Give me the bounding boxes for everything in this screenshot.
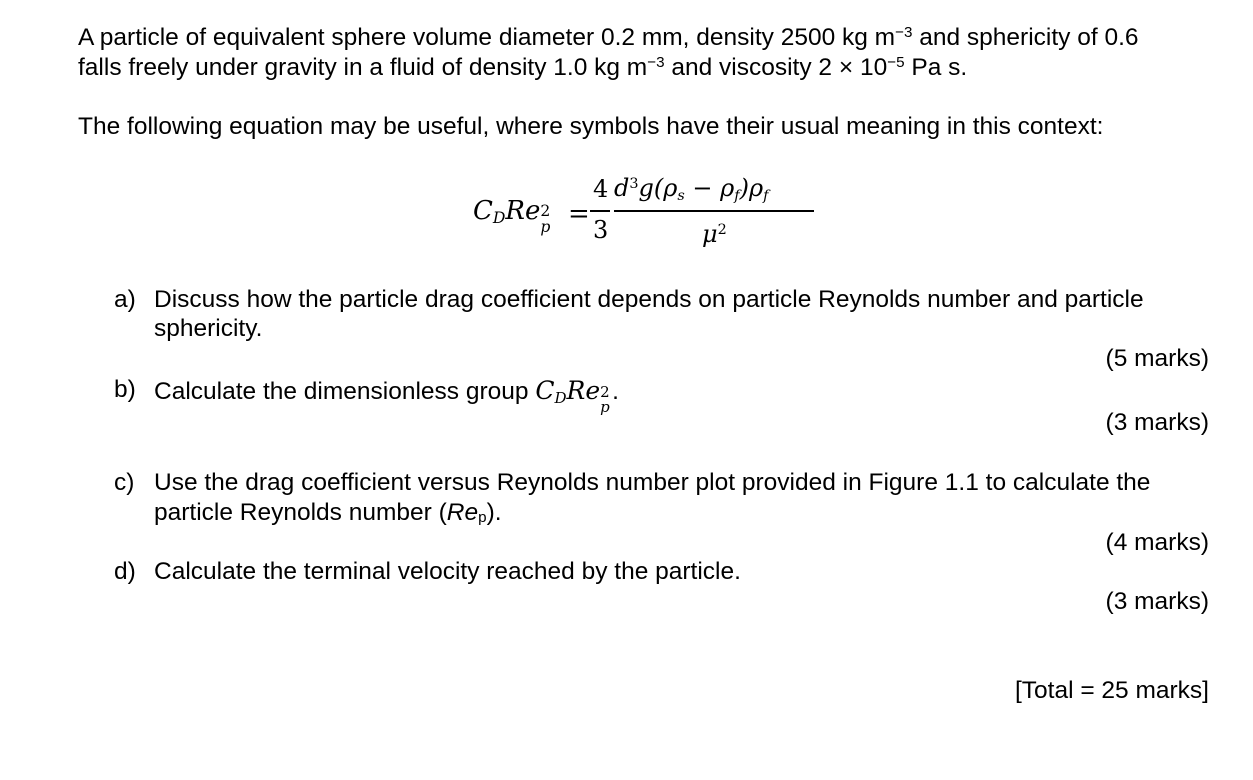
- subscript-s: s: [677, 188, 685, 205]
- symbol-d: d: [614, 174, 630, 202]
- question-b-label: b): [114, 376, 136, 403]
- question-d-label: d): [114, 558, 136, 585]
- subscript-p: p: [600, 398, 610, 416]
- intro-text: A particle of equivalent sphere volume diameter 0.2 mm, density 2500 kg m: [78, 24, 896, 51]
- symbol-mu: μ: [702, 220, 718, 248]
- main-numerator: [614, 174, 769, 205]
- subscript-f: f: [734, 188, 740, 205]
- coef-denominator: 3: [593, 216, 609, 244]
- question-a-label: a): [114, 286, 136, 313]
- superscript-3: 3: [629, 176, 639, 193]
- equation: [0, 0, 1253, 260]
- question-a-marks: (5 marks): [1105, 345, 1209, 372]
- question-c-text: particle Reynolds number (: [154, 499, 447, 526]
- subscript-f: f: [763, 188, 769, 205]
- equation-lhs: [473, 196, 554, 236]
- symbol-re: Re: [566, 376, 601, 405]
- question-a-line-1: Discuss how the particle drag coefficient depends on particle Reynolds number and particle: [154, 286, 1144, 313]
- main-denominator: [702, 222, 727, 246]
- coef-numerator: 4: [593, 175, 609, 203]
- subscript-p: p: [540, 218, 551, 236]
- main-fraction-bar: [614, 210, 814, 212]
- inline-cd-rep2: [535, 376, 612, 416]
- superscript-2: 2: [540, 202, 551, 220]
- question-b-body: Calculate the dimensionless group: [154, 378, 536, 405]
- intro-text: falls freely under gravity in a fluid of density 1.0 kg m: [78, 54, 648, 81]
- total-marks: [Total = 25 marks]: [1014, 677, 1209, 704]
- symbol-re: Re: [446, 499, 479, 526]
- question-b-text: [154, 376, 619, 416]
- equation-intro: The following equation may be useful, where symbols have their usual meaning in this context:: [78, 113, 1104, 140]
- superscript-2: 2: [717, 222, 727, 239]
- question-d-marks: (3 marks): [1105, 588, 1209, 615]
- exponent: −3: [895, 24, 913, 42]
- superscript-2: 2: [600, 383, 610, 401]
- numerator-text: )ρ: [739, 174, 764, 202]
- question-c-marks: (4 marks): [1105, 529, 1209, 556]
- numerator-text: g(ρ: [638, 174, 678, 202]
- question-b-marks: (3 marks): [1105, 409, 1209, 436]
- subscript-d: D: [492, 209, 506, 228]
- question-d-text: Calculate the terminal velocity reached by the particle.: [154, 558, 741, 585]
- exponent: −3: [647, 54, 665, 72]
- question-c-line-2: [154, 501, 502, 526]
- intro-text: and viscosity 2 × 10: [664, 54, 888, 81]
- intro-text: and sphericity of 0.6: [912, 24, 1139, 51]
- symbol-c: C: [535, 376, 555, 405]
- intro-text: Pa s.: [904, 54, 968, 81]
- question-c-text: ).: [486, 499, 502, 526]
- period: .: [612, 378, 619, 405]
- exponent: −5: [887, 54, 905, 72]
- question-c-label: c): [114, 469, 135, 496]
- question-a-line-2: sphericity.: [154, 315, 263, 342]
- subscript-d: D: [554, 389, 567, 408]
- coef-fraction-bar: [590, 210, 610, 212]
- question-c-line-1: Use the drag coefficient versus Reynolds number plot provided in Figure 1.1 to calculate the: [154, 469, 1151, 496]
- symbol-c: C: [473, 196, 493, 226]
- subscript-p: p: [478, 509, 487, 527]
- equals-sign: =: [568, 199, 590, 229]
- numerator-text: − ρ: [684, 174, 735, 202]
- symbol-re: Re: [505, 196, 541, 226]
